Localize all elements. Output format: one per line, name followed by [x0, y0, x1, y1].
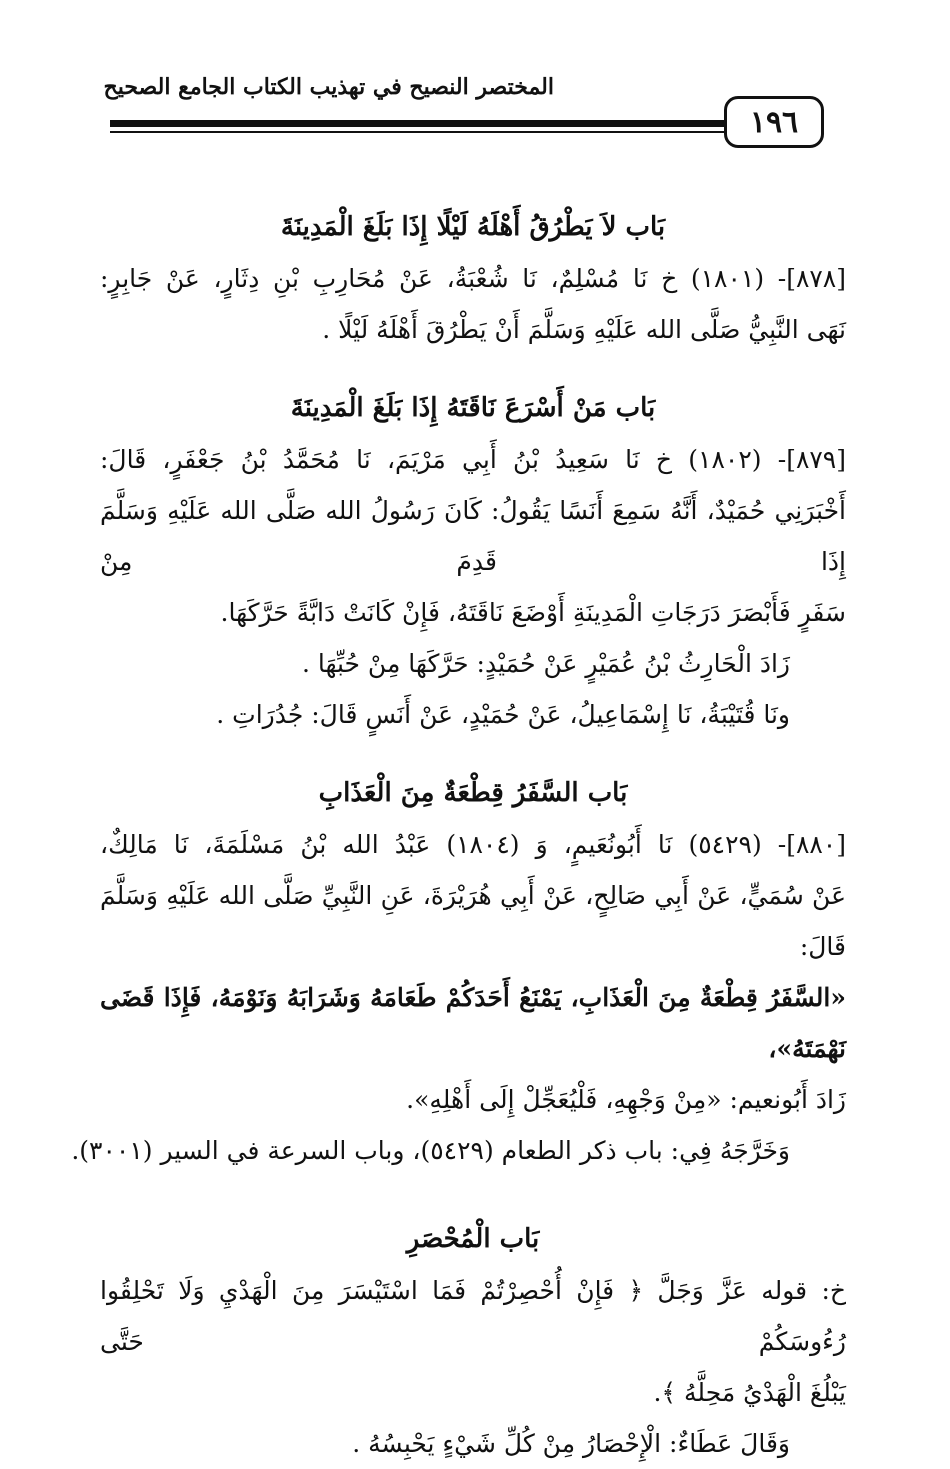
hadith-line: أَخْبَرَنِي حُمَيْدٌ، أَنَّهُ سَمِعَ أَنَسًا يَقُولُ: كَانَ رَسُولُ الله صَلَّى الله عَلَيْهِ وَسَلَّمَ إِذَا قَدِمَ مِنْ	[100, 496, 846, 576]
hadith-line: [٨٧٩]- (١٨٠٢) خ نَا سَعِيدُ بْنُ أَبِي مَرْيَمَ، نَا مُحَمَّدُ بْنُ جَعْفَرٍ، قَالَ:	[100, 445, 847, 474]
hadith-line: نَهَى النَّبِيُّ صَلَّى الله عَلَيْهِ وَسَلَّمَ أَنْ يَطْرُقَ أَهْلَهُ لَيْلًا .	[322, 315, 846, 344]
chapter-title: بَاب الْمُحْصَرِ	[406, 1224, 540, 1254]
header-rule-thick	[110, 120, 726, 127]
hadith-line: زَادَ الْحَارِثُ بْنُ عُمَيْرٍ عَنْ حُمَيْدٍ: حَرَّكَهَا مِنْ حُبِّهَا .	[301, 649, 790, 678]
chapter-title: بَاب السَّفَرُ قِطْعَةٌ مِنَ الْعَذَابِ	[318, 778, 628, 808]
hadith-line: زَادَ أَبُونعيم: «مِنْ وَجْهِهِ، فَلْيُعَجِّلْ إِلَى أَهْلِهِ».	[406, 1085, 846, 1114]
hadith-line: [٨٨٠]- (٥٤٢٩) نَا أَبُونُعَيمٍ، وَ (١٨٠٤) عَبْدُ الله بْنُ مَسْلَمَةَ، نَا مَالِكٌ،	[100, 830, 847, 859]
hadith-line: ونَا قُتَيْبَةُ، نَا إِسْمَاعِيلُ، عَنْ حُمَيْدٍ، عَنْ أَنَسٍ قَالَ: جُدُرَاتِ .	[216, 700, 790, 729]
hadith-line: «السَّفَرُ قِطْعَةٌ مِنَ الْعَذَابِ، يَمْنَعُ أَحَدَكُمْ طَعَامَهُ وَشَرَابَهُ وَنَوْمَهُ، فَإِذَا قَضَى نَهْمَتَهُ»،	[100, 983, 846, 1063]
hadith-line: وَخَرَّجَهُ فِي: باب ذكر الطعام (٥٤٢٩)، وباب السرعة في السير (٣٠٠١).	[71, 1136, 790, 1165]
hadith-line: وَقَالَ عَطَاءٌ: الْإِحْصَارُ مِنْ كُلِّ شَيْءٍ يَحْبِسُهُ .	[352, 1429, 790, 1458]
hadith-line: سَفَرٍ فَأَبْصَرَ دَرَجَاتِ الْمَدِينَةِ أَوْضَعَ نَاقَتَهُ، فَإِنْ كَانَتْ دَابَّةً حَرَّكَهَا.	[220, 598, 846, 627]
hadith-line: خ: قوله عَزَّ وَجَلَّ ﴿ فَإِنْ أُحْصِرْتُمْ فَمَا اسْتَيْسَرَ مِنَ الْهَدْيِ وَلَا تَحْلِقُوا رُءُوسَكُمْ حَتَّى	[100, 1276, 846, 1356]
running-title: المختصر النصيح في تهذيب الكتاب الجامع الصحيح	[103, 74, 554, 100]
chapter-title: بَاب مَنْ أَسْرَعَ نَاقَتَهُ إِذَا بَلَغَ الْمَدِينَةَ	[290, 393, 656, 423]
page-number: ١٩٦	[724, 96, 824, 148]
hadith-line: عَنْ سُمَيٍّ، عَنْ أَبِي صَالِحٍ، عَنْ أَبِي هُرَيْرَةَ، عَنِ النَّبِيِّ صَلَّى الله عَلَيْهِ وَسَلَّمَ قَالَ:	[100, 881, 846, 961]
header-rule-thin	[110, 131, 726, 133]
hadith-line: [٨٧٨]- (١٨٠١) خ نَا مُسْلِمٌ، نَا شُعْبَةُ، عَنْ مُحَارِبِ بْنِ دِثَارٍ، عَنْ جَابِرٍ:	[100, 264, 847, 293]
hadith-line: يَبْلُغَ الْهَدْيُ مَحِلَّهُ ﴾.	[653, 1378, 846, 1407]
chapter-title: بَاب لاَ يَطْرُقُ أَهْلَهُ لَيْلًا إِذَا بَلَغَ الْمَدِينَةَ	[280, 212, 666, 242]
page-body	[71, 194, 847, 1469]
